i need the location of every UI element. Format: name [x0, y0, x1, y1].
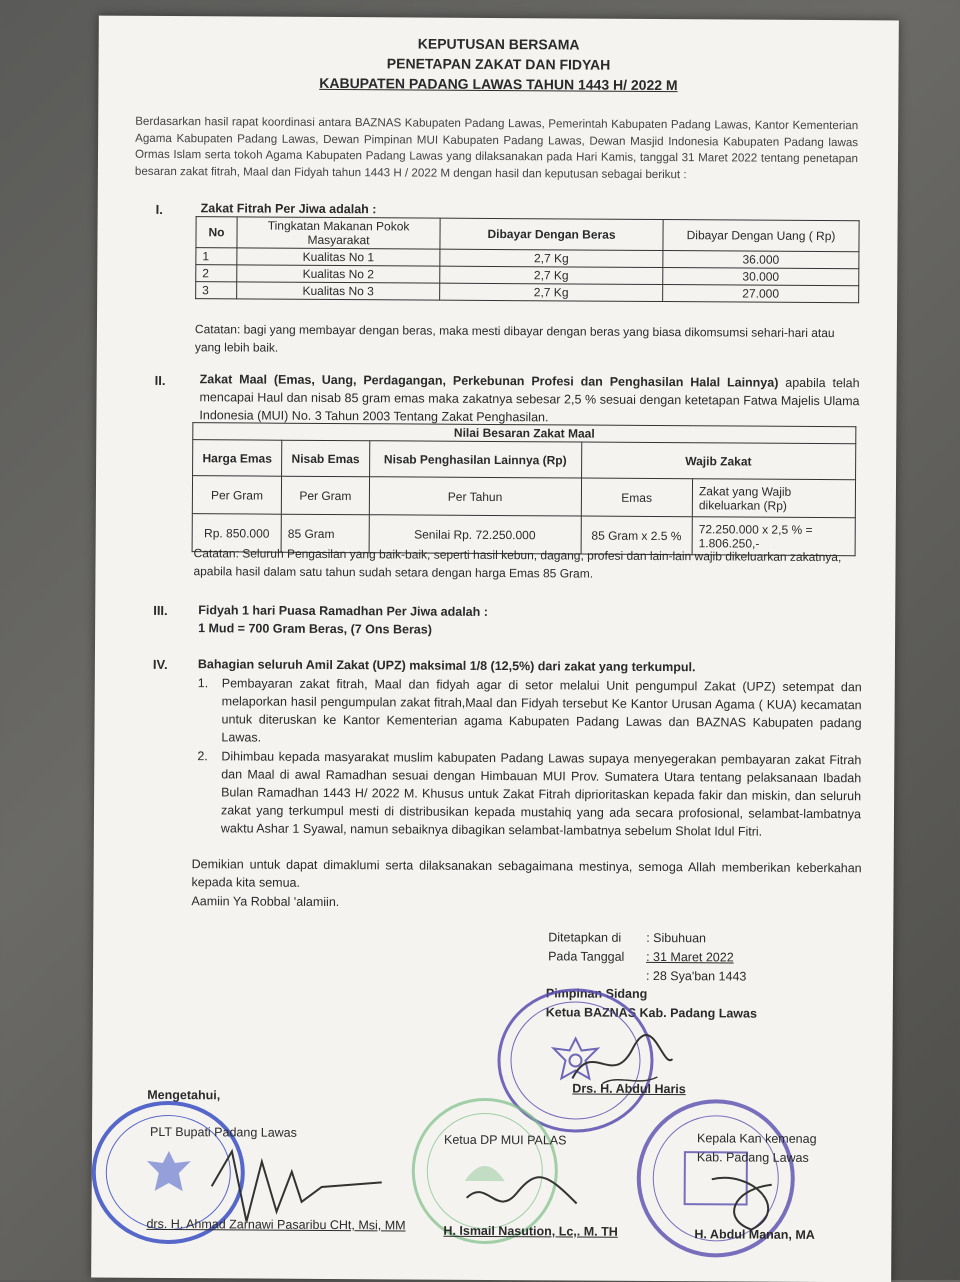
- section-1-number: I.: [155, 201, 163, 217]
- cell: Per Gram: [281, 476, 369, 515]
- title-line-3: KABUPATEN PADANG LAWAS TAHUN 1443 H/ 2022 M: [319, 74, 678, 94]
- hijri-date: : 28 Sya'ban 1443: [645, 968, 747, 984]
- section-4-number: IV.: [152, 656, 168, 673]
- mengetahui-label: Mengetahui,: [147, 1087, 221, 1103]
- cell: 72.250.000 x 2,5 % = 1.806.250,-: [692, 517, 855, 556]
- cell: 3: [196, 282, 237, 299]
- section-3-number: III.: [153, 602, 168, 618]
- cell: 1: [196, 248, 237, 265]
- col-header-wajib-zakat: Wajib Zakat: [581, 442, 856, 480]
- cell: Zakat yang Wajib dikeluarkan (Rp): [692, 479, 855, 518]
- cell: 2,7 Kg: [440, 266, 663, 284]
- mui-signature-icon: [456, 1168, 586, 1229]
- cell: Emas: [581, 478, 693, 517]
- col-header-harga-emas: Harga Emas: [193, 440, 282, 477]
- bupati-title: PLT Bupati Padang Lawas: [150, 1124, 297, 1140]
- place-label: Ditetapkan di: [548, 930, 622, 945]
- section-1-title: Zakat Fitrah Per Jiwa adalah :: [200, 201, 377, 217]
- cell: 85 Gram: [281, 514, 369, 553]
- bupati-name: drs. H. Ahmad Zarnawi Pasaribu CHt, Msi, MM: [146, 1216, 406, 1233]
- list-item-1-text: Pembayaran zakat fitrah, Maal dan fidyah agar di setor melalui Unit pengumpul Zakat (UPZ) setempat dan melaporkan hasil pengumpulan zakat fitrah,Maal dan Fidyah tersebut Ke Kantor Urusan Agama ( KUA) kecamatan untuk diteruskan ke Kantor Kementerian agama Kabupaten Padang Lawas dan BAZNAS Kabupaten padang Lawas.: [221, 676, 862, 745]
- section-2-paragraph: [199, 370, 859, 428]
- col-header-nisab-emas: Nisab Emas: [282, 440, 370, 477]
- place-value: : Sibuhuan: [646, 930, 707, 946]
- col-header-tingkatan: Tingkatan Makanan Pokok Masyarakat: [237, 217, 440, 249]
- cell: 2,7 Kg: [440, 249, 663, 267]
- mui-name: H. Ismail Nasution, Lc,. M. TH: [443, 1223, 618, 1239]
- cell: 85 Gram x 2.5 %: [581, 516, 693, 555]
- cell: Kualitas No 3: [237, 282, 440, 300]
- section-3-line-1: Fidyah 1 hari Puasa Ramadhan Per Jiwa adalah :: [198, 603, 488, 619]
- closing-paragraph: Demikian untuk dapat dimaklumi serta dilaksanakan sebagaimana mestinya, semoga Allah memberikan keberkahan kepada kita semua.: [191, 857, 862, 890]
- closing-amin: Aamiin Ya Robbal 'alamiin.: [191, 894, 340, 910]
- kemenag-name: H. Abdul Manan, MA: [694, 1227, 815, 1242]
- section-1-note: Catatan: bagi yang membayar dengan beras, maka mesti dibayar dengan beras yang biasa dikomsumsi sehari-hari atau yang lebih baik.: [194, 322, 835, 355]
- section-3-line-2: 1 Mud = 700 Gram Beras, (7 Ons Beras): [198, 621, 432, 637]
- date-label: Pada Tanggal: [548, 949, 625, 964]
- document-page: [91, 16, 899, 1282]
- zakat-maal-table: [192, 422, 857, 556]
- kemenag-title-2: Kab. Padang Lawas: [696, 1150, 809, 1165]
- mui-title: Ketua DP MUI PALAS: [443, 1132, 567, 1148]
- list-item-number: 2.: [197, 749, 208, 764]
- col-header-no: No: [196, 217, 237, 248]
- cell: Senilai Rp. 72.250.000: [369, 515, 581, 554]
- title-line-2: PENETAPAN ZAKAT DAN FIDYAH: [386, 55, 611, 73]
- cell: Rp. 850.000: [192, 514, 281, 553]
- cell: Per Tahun: [369, 477, 581, 516]
- title-line-1: KEPUTUSAN BERSAMA: [417, 35, 580, 53]
- col-header-nisab-penghasilan: Nisab Penghasilan Lainnya (Rp): [369, 441, 581, 478]
- list-item-number: 1.: [197, 676, 209, 691]
- section-2-number: II.: [154, 372, 166, 388]
- table-row: [196, 282, 859, 303]
- cell: 36.000: [663, 251, 859, 269]
- cell: Per Gram: [192, 476, 281, 515]
- section-4-title: Bahagian seluruh Amil Zakat (UPZ) maksimal 1/8 (12,5%) dari zakat yang terkumpul.: [197, 657, 696, 675]
- col-header-beras: Dibayar Dengan Beras: [440, 218, 663, 250]
- chair-title-1: Pimpinan Sidang: [545, 986, 648, 1001]
- cell: 27.000: [663, 285, 859, 303]
- cell: 30.000: [663, 268, 859, 286]
- cell: Kualitas No 1: [237, 248, 440, 266]
- table-row: [192, 476, 855, 518]
- section-2-title: Zakat Maal (Emas, Uang, Perdagangan, Perkebunan Profesi dan Penghasilan Halal Lainnya): [199, 372, 779, 390]
- date-value: : 31 Maret 2022: [646, 949, 734, 965]
- col-header-uang: Dibayar Dengan Uang ( Rp): [663, 220, 859, 252]
- kemenag-title-1: Kepala Kan kemenag: [696, 1131, 817, 1146]
- cell: 2,7 Kg: [440, 283, 663, 301]
- zakat-fitrah-table: [195, 216, 859, 303]
- chair-title-2: Ketua BAZNAS Kab. Padang Lawas: [545, 1005, 757, 1021]
- chair-name: Drs. H. Abdul Haris: [572, 1081, 686, 1097]
- section-2-note: Catatan: Seluruh Pengasilan yang baik-baik, seperti hasil kebun, dagang, profesi dan lain-lain wajib dikeluarkan zakatnya, apabila hasil dalam satu tahun sudah setara dengan harga Emas 85 Gram.: [193, 546, 842, 581]
- list-item-2-text: Dihimbau kepada masyarakat muslim kabupaten Padang Lawas supaya menyegerakan pembayaran zakat Fitrah dan Maal di awal Ramadhan sesuai dengan Himbauan MUI Prov. Sumatera Utara tentang pelaksanaan Ibadah Bulan Ramadhan 1443 H/ 2022 M. Khusus untuk Zakat Fitrah diprioritaskan kepada fakir dan miskin, dan seluruh zakat yang terkumpul mesti di distribusikan kepada mustahiq yang ada secara profosional, selambat-lambatnya waktu Ashar 1 Syawal, namun sebaiknya dibagikan selambat-lambatnya sebelum Sholat Idul Fitri.: [220, 749, 862, 839]
- section-2-text: apabila telah mencapai Haul dan nisab 85 gram emas maka zakatnya sebesar 2,5 % sesuai dengan ketetapan Fatwa Majelis Ulama Indonesia (MUI) No. 3 Tahun 2003 Tentang Zakat Penghasilan.: [199, 375, 860, 425]
- cell: 2: [196, 265, 237, 282]
- cell: Kualitas No 2: [237, 265, 440, 283]
- intro-paragraph: Berdasarkan hasil rapat koordinasi antara BAZNAS Kabupaten Padang Lawas, Pemerintah Kabupaten Padang Lawas, Kantor Kementerian Agama Kabupaten Padang Lawas, Dewan Pimpinan MUI Kabupaten Padang Lawas, Dewan Masjid Indonesia Kabupaten Padang lawas Ormas Islam serta tokoh Agama Kabupaten Padang Lawas yang dilaksanakan pada Hari Kamis, tanggal 31 Maret 2022 tentang penetapan besaran zakat fitrah, Maal dan Fidyah tahun 1443 H / 2022 M dengan hasil dan keputusan sebagai berikut :: [134, 114, 859, 181]
- zakat-maal-table-title: Nilai Besaran Zakat Maal: [193, 423, 856, 444]
